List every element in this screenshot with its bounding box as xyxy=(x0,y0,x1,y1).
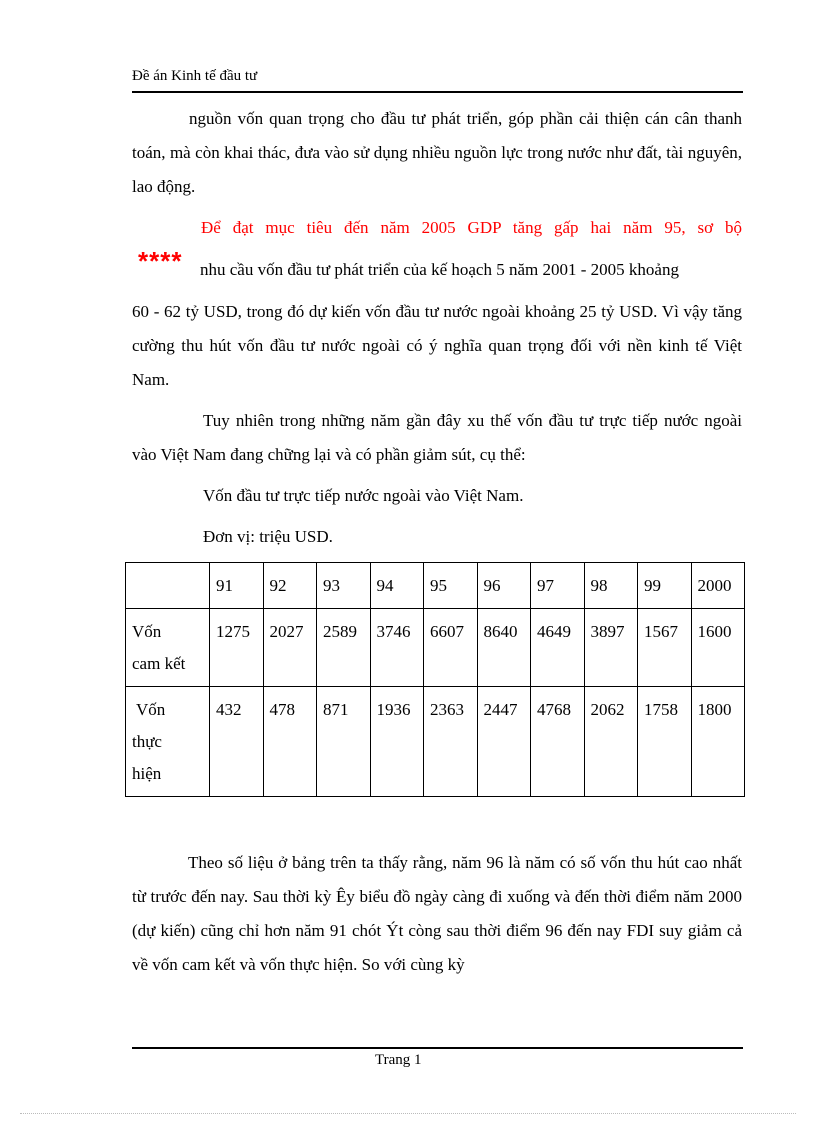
page-header-title: Đề án Kinh tế đầu tư xyxy=(132,68,258,84)
paragraph-3: Tuy nhiên trong những năm gần đây xu thế vốn đầu tư trực tiếp nước ngoài vào Việt Nam đang chững lại và có phần giảm sút, cụ thể: xyxy=(132,411,742,464)
header-divider xyxy=(132,91,743,93)
table-cell: 1800 xyxy=(691,687,745,797)
table-cell: 3746 xyxy=(370,609,424,687)
table-cell: 1275 xyxy=(210,609,264,687)
table-header-cell: 94 xyxy=(370,563,424,609)
table-row-committed xyxy=(126,609,745,687)
table-cell: 4649 xyxy=(531,609,585,687)
table-cell: 871 xyxy=(317,687,371,797)
paragraph-2-rest: 60 - 62 tỷ USD, trong đó dự kiến vốn đầu tư nước ngoài khoảng 25 tỷ USD. Vì vậy tăng cường thu hút vốn đầu tư nước ngoài có ý nghĩa quan trọng đối với nền kinh tế Việt Nam. xyxy=(132,302,742,389)
paragraph-4: Theo số liệu ở bảng trên ta thấy rằng, năm 96 là năm có số vốn thu hút cao nhất từ trước đến nay. Sau thời kỳ Êy biểu đồ ngày càng đi xuống và đến thời điểm năm 2000 (dự kiến) cũng chỉ hơn năm 91 chót Ýt còng sau thời điểm 96 đến nay FDI suy giảm cả về vốn cam kết và vốn thực hiện. So với cùng kỳ xyxy=(132,853,742,974)
table-header-cell xyxy=(126,563,210,609)
table-cell: 478 xyxy=(263,687,317,797)
paragraph-2-red-line: Để đạt mục tiêu đến năm 2005 GDP tăng gấp hai năm 95, sơ bộ xyxy=(201,218,742,237)
table-cell: 432 xyxy=(210,687,264,797)
table-cell: 8640 xyxy=(477,609,531,687)
page-bottom-dotted-line xyxy=(20,1113,796,1114)
table-cell: 2027 xyxy=(263,609,317,687)
table-cell: 1567 xyxy=(638,609,692,687)
table-header-cell: 2000 xyxy=(691,563,745,609)
table-unit: Đơn vị: triệu USD. xyxy=(203,527,333,546)
table-row-disbursed xyxy=(126,687,745,797)
paragraph-1: nguồn vốn quan trọng cho đầu tư phát triển, góp phần cải thiện cán cân thanh toán, mà còn khai thác, đưa vào sử dụng nhiều nguồn lực trong nước như đất, tài nguyên, lao động. xyxy=(132,109,742,196)
page-number: Trang 1 xyxy=(375,1052,422,1068)
table-cell: 4768 xyxy=(531,687,585,797)
table-cell: 2447 xyxy=(477,687,531,797)
footer-divider xyxy=(132,1047,743,1049)
table-header-cell: 92 xyxy=(263,563,317,609)
row-label-disbursed: Vốn thực hiện xyxy=(126,687,210,797)
table-header-cell: 96 xyxy=(477,563,531,609)
red-asterisks-mark: **** xyxy=(138,246,183,276)
table-header-cell: 97 xyxy=(531,563,585,609)
table-cell: 1758 xyxy=(638,687,692,797)
table-cell: 1936 xyxy=(370,687,424,797)
table-header-cell: 98 xyxy=(584,563,638,609)
table-header-cell: 93 xyxy=(317,563,371,609)
table-header-cell: 95 xyxy=(424,563,478,609)
paragraph-2-line-2: nhu cầu vốn đầu tư phát triển của kế hoạch 5 năm 2001 - 2005 khoảng xyxy=(200,260,679,279)
table-title: Vốn đầu tư trực tiếp nước ngoài vào Việt Nam. xyxy=(203,486,524,505)
fdi-table xyxy=(125,562,745,797)
table-cell: 2062 xyxy=(584,687,638,797)
table-cell: 1600 xyxy=(691,609,745,687)
table-header-cell: 99 xyxy=(638,563,692,609)
row-label-committed: Vốn cam kết xyxy=(126,609,210,687)
table-cell: 2363 xyxy=(424,687,478,797)
table-header-row xyxy=(126,563,745,609)
table-cell: 6607 xyxy=(424,609,478,687)
table-cell: 2589 xyxy=(317,609,371,687)
table-header-cell: 91 xyxy=(210,563,264,609)
table-cell: 3897 xyxy=(584,609,638,687)
